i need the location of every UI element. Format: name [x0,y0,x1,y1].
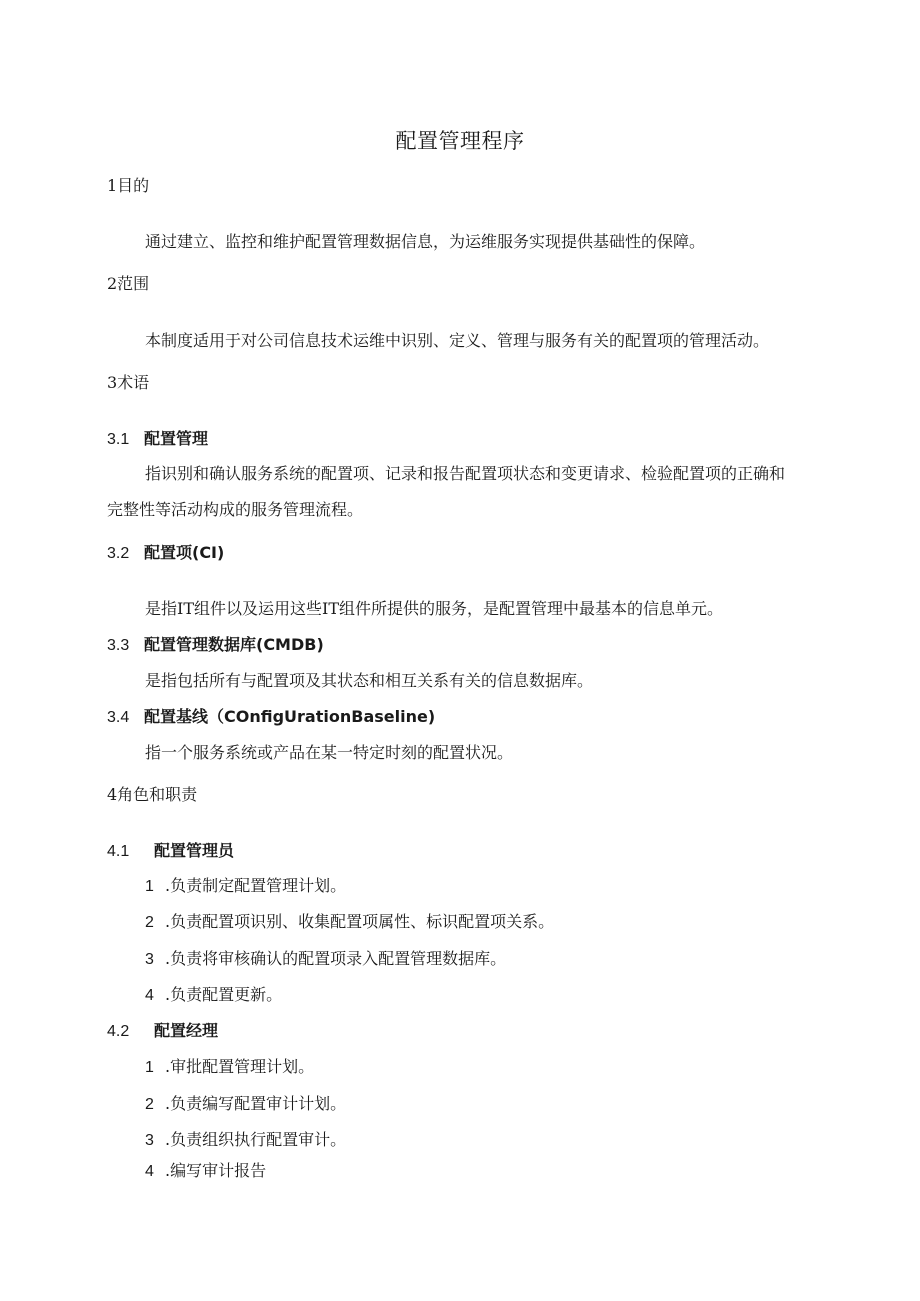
list-item [145,1161,266,1182]
list-item-number: 3 [145,1132,154,1149]
subsection-number: 4.2 [107,1023,130,1040]
list-item-text: .负责编写配置审计计划。 [165,1094,347,1113]
list-item-number: 4 [145,987,154,1004]
subsection-title: 配置管理数据库(CMDB) [144,635,324,654]
subsection-3-1-body-line-2: 完整性等活动构成的服务管理流程。 [107,500,364,519]
subsection-title: 配置管理 [144,429,209,448]
list-item [145,1130,346,1151]
subsection-number: 4.1 [107,843,130,860]
list-item-number: 1 [145,1059,154,1076]
section-1-body: 通过建立、监控和维护配置管理数据信息，为运维服务实现提供基础性的保障。 [145,232,706,251]
subsection-3-4-heading [107,707,435,728]
section-2-body: 本制度适用于对公司信息技术运维中识别、定义、管理与服务有关的配置项的管理活动。 [145,331,770,350]
list-item-number: 4 [145,1163,154,1180]
subsection-4-1-heading [107,841,234,862]
section-3-heading: 3术语 [107,373,150,392]
section-4-heading: 4角色和职责 [107,785,198,804]
list-item-number: 3 [145,951,154,968]
subsection-3-1-body-line-1: 指识别和确认服务系统的配置项、记录和报告配置项状态和变更请求、检验配置项的正确和 [145,464,786,483]
list-item [145,985,282,1006]
subsection-3-2-body: 是指IT组件以及运用这些IT组件所提供的服务，是配置管理中最基本的信息单元。 [145,599,723,618]
subsection-4-2-heading [107,1021,218,1042]
list-item-text: .审批配置管理计划。 [165,1057,315,1076]
subsection-3-3-heading [107,635,324,656]
section-2-heading: 2范围 [107,274,150,293]
subsection-3-2-heading [107,543,224,564]
list-item-number: 2 [145,914,154,931]
list-item [145,876,346,897]
list-item-text: .负责配置项识别、收集配置项属性、标识配置项关系。 [165,912,555,931]
subsection-title: 配置管理员 [154,841,235,860]
list-item-number: 2 [145,1096,154,1113]
list-item [145,1057,314,1078]
list-item-text: .负责将审核确认的配置项录入配置管理数据库。 [165,949,507,968]
subsection-number: 3.1 [107,431,130,448]
list-item [145,1094,346,1115]
subsection-title: 配置项(CI) [144,543,225,562]
subsection-number: 3.3 [107,637,130,654]
list-item [145,949,506,970]
list-item [145,912,554,933]
list-item-text: .负责制定配置管理计划。 [165,876,347,895]
subsection-title: 配置经理 [154,1021,219,1040]
section-1-heading: 1目的 [107,176,150,195]
subsection-number: 3.2 [107,545,130,562]
list-item-text: .负责配置更新。 [165,985,283,1004]
subsection-title: 配置基线（COnfigUrationBaseline) [144,707,436,726]
subsection-number: 3.4 [107,709,130,726]
subsection-3-1-heading [107,429,208,450]
list-item-text: .负责组织执行配置审计。 [165,1130,347,1149]
document-title: 配置管理程序 [395,129,525,153]
subsection-3-3-body: 是指包括所有与配置项及其状态和相互关系有关的信息数据库。 [145,671,594,690]
list-item-number: 1 [145,878,154,895]
list-item-text: .编写审计报告 [165,1161,267,1180]
subsection-3-4-body: 指一个服务系统或产品在某一特定时刻的配置状况。 [145,743,514,762]
